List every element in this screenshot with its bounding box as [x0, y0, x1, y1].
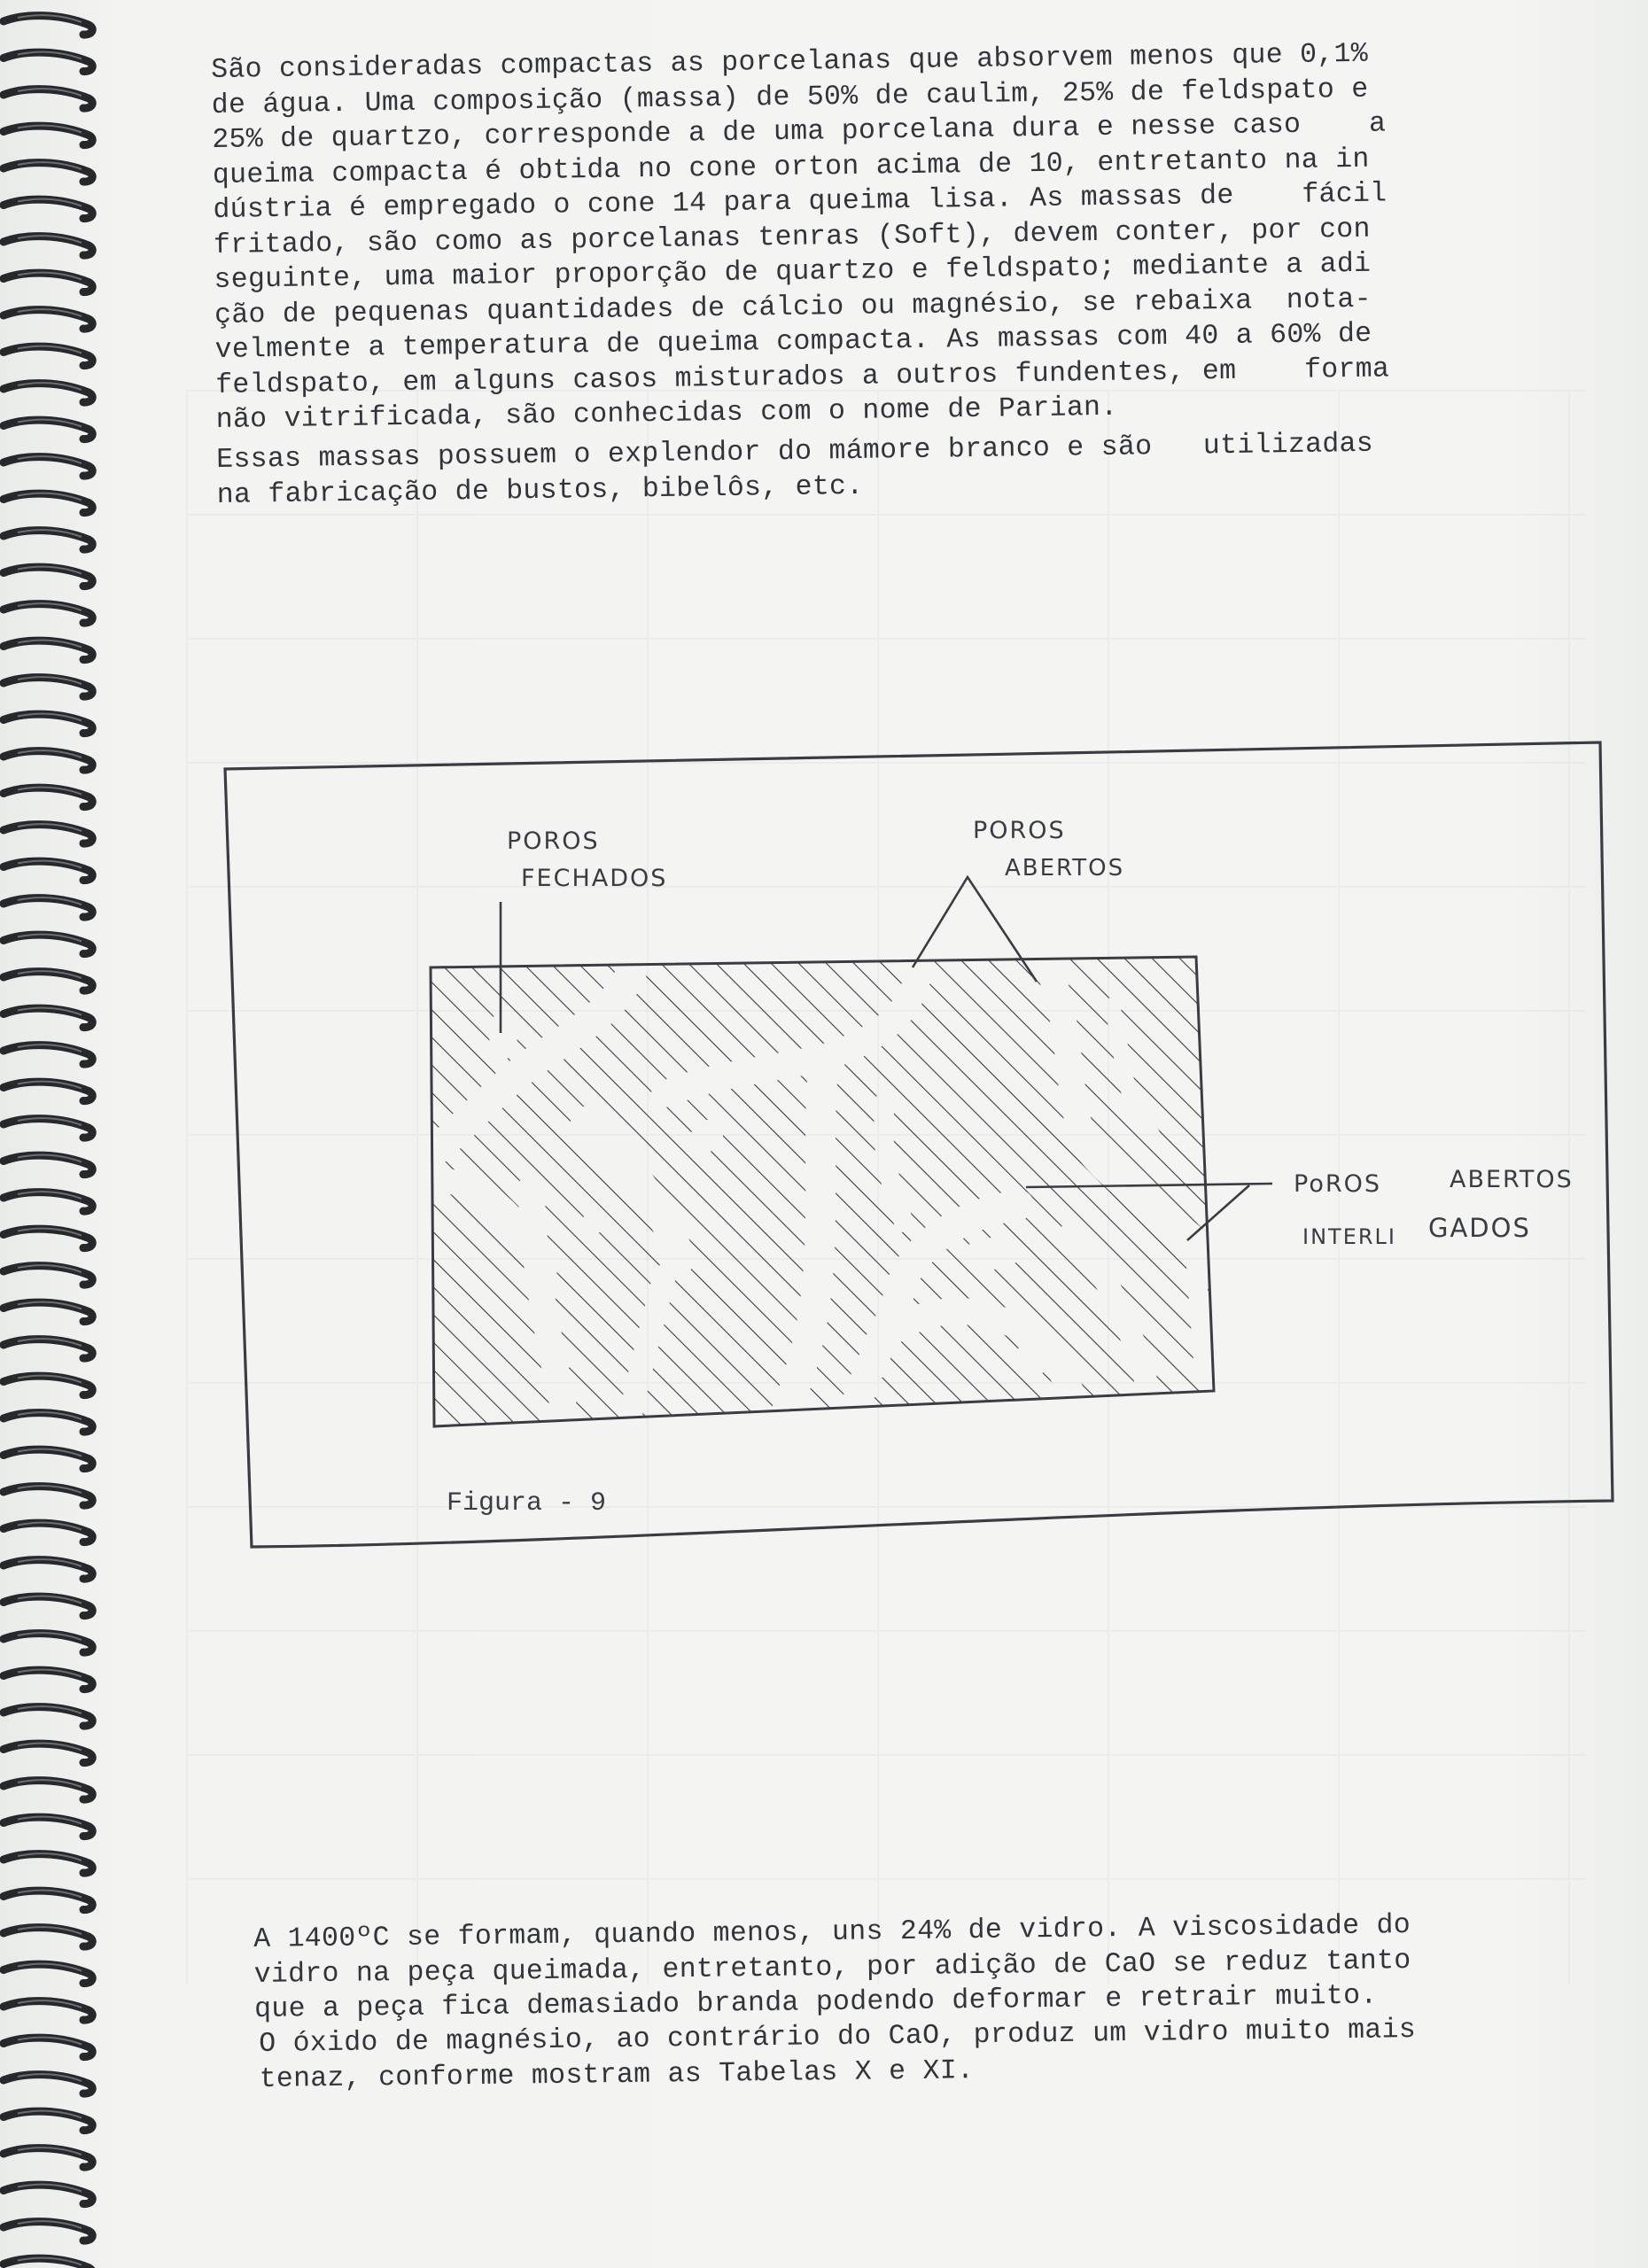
text-line: fritado, são como as porcelanas tenras (Soft), devem conter, por con: [213, 214, 1371, 261]
paragraph-glass-viscosity: [253, 1906, 1601, 2027]
text-line: não vitrificada, são conhecidas com o nome de Parian.: [215, 392, 1118, 436]
label-interconnected-3: INTERLI: [1302, 1224, 1396, 1249]
label-open-pores-2: ABERTOS: [1005, 855, 1125, 882]
figure-caption: Figura - 9: [447, 1488, 607, 1518]
label-interconnected-4: GADOS: [1428, 1213, 1531, 1243]
text-line: tenaz, conforme mostram as Tabelas X e XI.: [259, 2054, 975, 2095]
label-interconnected-2: ABERTOS: [1450, 1166, 1574, 1193]
text-line: feldspato, em alguns casos misturados a outros fundentes, em forma: [214, 353, 1390, 401]
text-line: São consideradas compactas as porcelanas que absorvem menos que 0,1%: [211, 38, 1369, 86]
text-line: de água. Uma composição (massa) de 50% de caulim, 25% de feldspato e: [211, 74, 1369, 121]
text-line: ção de pequenas quantidades de cálcio ou magnésio, se rebaixa nota-: [214, 284, 1372, 331]
text-line: queima compacta é obtida no cone orton acima de 10, entretanto na in: [212, 144, 1370, 191]
label-open-pores-1: POROS: [973, 817, 1066, 844]
label-closed-pores-1: POROS: [507, 827, 600, 855]
label-interconnected-1: PoROS: [1294, 1170, 1381, 1198]
text-line: dústria é empregado o cone 14 para queima lisa. As massas de fácil: [213, 178, 1388, 226]
porous-specimen: [416, 948, 1232, 1444]
text-line: que a peça fica demasiado branda podendo deformar e retrair muito.: [253, 1980, 1378, 2025]
label-closed-pores-2: FECHADOS: [521, 865, 668, 892]
text-line: O óxido de magnésio, ao contrário do CaO, produz um vidro muito mais: [259, 2015, 1417, 2060]
text-line: seguinte, uma maior proporção de quartzo e feldspato; mediante a adi: [214, 248, 1372, 296]
text-line: na fabricação de bustos, bibelôs, etc.: [216, 470, 864, 511]
text-line: velmente a temperatura de queima compacta. As massas com 40 a 60% de: [214, 318, 1372, 366]
text-line: Essas massas possuem o explendor do mámore branco e são utilizadas: [216, 428, 1374, 476]
text-line: vidro na peça queimada, entretanto, por adição de CaO se reduz tanto: [253, 1945, 1411, 1991]
text-line: A 1400ºC se formam, quando menos, uns 24% de vidro. A viscosidade do: [253, 1910, 1411, 1955]
text-line: 25% de quartzo, corresponde a de uma porcelana dura e nesse caso a: [212, 108, 1387, 156]
